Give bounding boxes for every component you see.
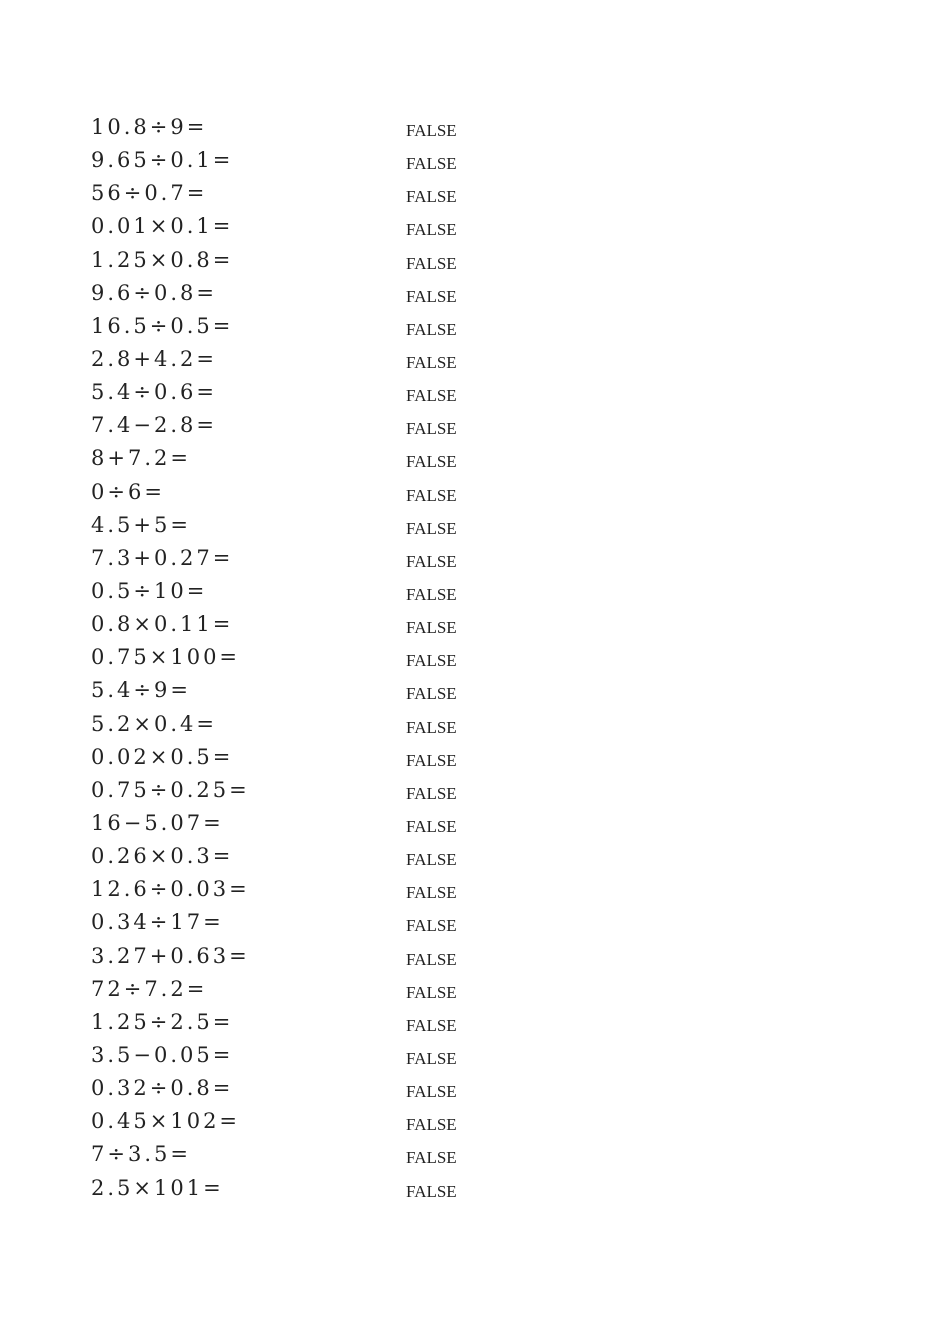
- worksheet-row: [0, 178, 950, 211]
- worksheet-row: [0, 709, 950, 742]
- arithmetic-expression: 0.26×0.3=: [91, 844, 234, 869]
- result-cell: FALSE: [406, 220, 457, 240]
- result-cell: FALSE: [406, 982, 457, 1002]
- worksheet-row: [0, 642, 950, 675]
- worksheet-row: [0, 278, 950, 311]
- result-cell: FALSE: [406, 618, 457, 638]
- worksheet-row: [0, 344, 950, 377]
- result-cell: FALSE: [406, 286, 457, 306]
- arithmetic-expression: 0.75÷0.25=: [91, 777, 250, 802]
- result-cell: FALSE: [406, 253, 457, 273]
- worksheet-row: [0, 245, 950, 278]
- worksheet-row: [0, 311, 950, 344]
- arithmetic-expression: 0.02×0.5=: [91, 744, 234, 769]
- arithmetic-expression: 0.32÷0.8=: [91, 1076, 234, 1101]
- arithmetic-expression: 12.6÷0.03=: [91, 877, 250, 902]
- worksheet-row: [0, 211, 950, 244]
- arithmetic-expression: 3.27+0.63=: [91, 943, 250, 968]
- worksheet-row: [0, 742, 950, 775]
- worksheet-row: [0, 907, 950, 940]
- result-cell: FALSE: [406, 1015, 457, 1035]
- worksheet-row: [0, 974, 950, 1007]
- result-cell: FALSE: [406, 518, 457, 538]
- worksheet-row: [0, 941, 950, 974]
- arithmetic-expression: 7÷3.5=: [91, 1142, 191, 1167]
- result-cell: FALSE: [406, 783, 457, 803]
- worksheet-row: [0, 1040, 950, 1073]
- worksheet: [0, 112, 950, 1206]
- result-cell: FALSE: [406, 352, 457, 372]
- result-cell: FALSE: [406, 916, 457, 936]
- result-cell: FALSE: [406, 1048, 457, 1068]
- result-cell: FALSE: [406, 1181, 457, 1201]
- arithmetic-expression: 0÷6=: [91, 479, 165, 504]
- worksheet-row: [0, 112, 950, 145]
- result-cell: FALSE: [406, 883, 457, 903]
- result-cell: FALSE: [406, 816, 457, 836]
- result-cell: FALSE: [406, 452, 457, 472]
- arithmetic-expression: 2.8+4.2=: [91, 346, 217, 371]
- result-cell: FALSE: [406, 386, 457, 406]
- arithmetic-expression: 5.4÷9=: [91, 678, 191, 703]
- worksheet-row: [0, 410, 950, 443]
- arithmetic-expression: 0.45×102=: [91, 1109, 241, 1134]
- arithmetic-expression: 7.3+0.27=: [91, 545, 234, 570]
- result-cell: FALSE: [406, 319, 457, 339]
- result-cell: FALSE: [406, 684, 457, 704]
- result-cell: FALSE: [406, 651, 457, 671]
- result-cell: FALSE: [406, 717, 457, 737]
- worksheet-row: [0, 609, 950, 642]
- worksheet-row: [0, 477, 950, 510]
- arithmetic-expression: 0.8×0.11=: [91, 612, 234, 637]
- arithmetic-expression: 5.4÷0.6=: [91, 380, 217, 405]
- worksheet-row: [0, 443, 950, 476]
- result-cell: FALSE: [406, 1115, 457, 1135]
- result-cell: FALSE: [406, 850, 457, 870]
- result-cell: FALSE: [406, 187, 457, 207]
- worksheet-row: [0, 1073, 950, 1106]
- worksheet-row: [0, 841, 950, 874]
- worksheet-row: [0, 675, 950, 708]
- worksheet-row: [0, 775, 950, 808]
- worksheet-row: [0, 576, 950, 609]
- worksheet-row: [0, 874, 950, 907]
- arithmetic-expression: 8+7.2=: [91, 446, 191, 471]
- arithmetic-expression: 0.01×0.1=: [91, 214, 234, 239]
- worksheet-row: [0, 1139, 950, 1172]
- result-cell: FALSE: [406, 154, 457, 174]
- arithmetic-expression: 16.5÷0.5=: [91, 313, 234, 338]
- arithmetic-expression: 0.34÷17=: [91, 910, 224, 935]
- arithmetic-expression: 16−5.07=: [91, 810, 224, 835]
- worksheet-row: [0, 1106, 950, 1139]
- worksheet-row: [0, 377, 950, 410]
- result-cell: FALSE: [406, 1082, 457, 1102]
- arithmetic-expression: 0.5÷10=: [91, 578, 208, 603]
- worksheet-row: [0, 543, 950, 576]
- arithmetic-expression: 9.65÷0.1=: [91, 148, 234, 173]
- arithmetic-expression: 9.6÷0.8=: [91, 280, 217, 305]
- arithmetic-expression: 0.75×100=: [91, 645, 241, 670]
- result-cell: FALSE: [406, 485, 457, 505]
- result-cell: FALSE: [406, 1148, 457, 1168]
- result-cell: FALSE: [406, 551, 457, 571]
- arithmetic-expression: 72÷7.2=: [91, 976, 208, 1001]
- arithmetic-expression: 7.4−2.8=: [91, 413, 217, 438]
- arithmetic-expression: 5.2×0.4=: [91, 711, 217, 736]
- arithmetic-expression: 56÷0.7=: [91, 181, 208, 206]
- arithmetic-expression: 3.5−0.05=: [91, 1042, 234, 1067]
- arithmetic-expression: 4.5+5=: [91, 512, 191, 537]
- worksheet-row: [0, 510, 950, 543]
- result-cell: FALSE: [406, 584, 457, 604]
- worksheet-row: [0, 1173, 950, 1206]
- worksheet-row: [0, 145, 950, 178]
- result-cell: FALSE: [406, 750, 457, 770]
- result-cell: FALSE: [406, 949, 457, 969]
- arithmetic-expression: 10.8÷9=: [91, 115, 208, 139]
- arithmetic-expression: 2.5×101=: [91, 1175, 224, 1200]
- result-cell: FALSE: [406, 419, 457, 439]
- worksheet-row: [0, 808, 950, 841]
- worksheet-row: [0, 1007, 950, 1040]
- arithmetic-expression: 1.25÷2.5=: [91, 1009, 234, 1034]
- arithmetic-expression: 1.25×0.8=: [91, 247, 234, 272]
- result-cell: FALSE: [406, 121, 457, 140]
